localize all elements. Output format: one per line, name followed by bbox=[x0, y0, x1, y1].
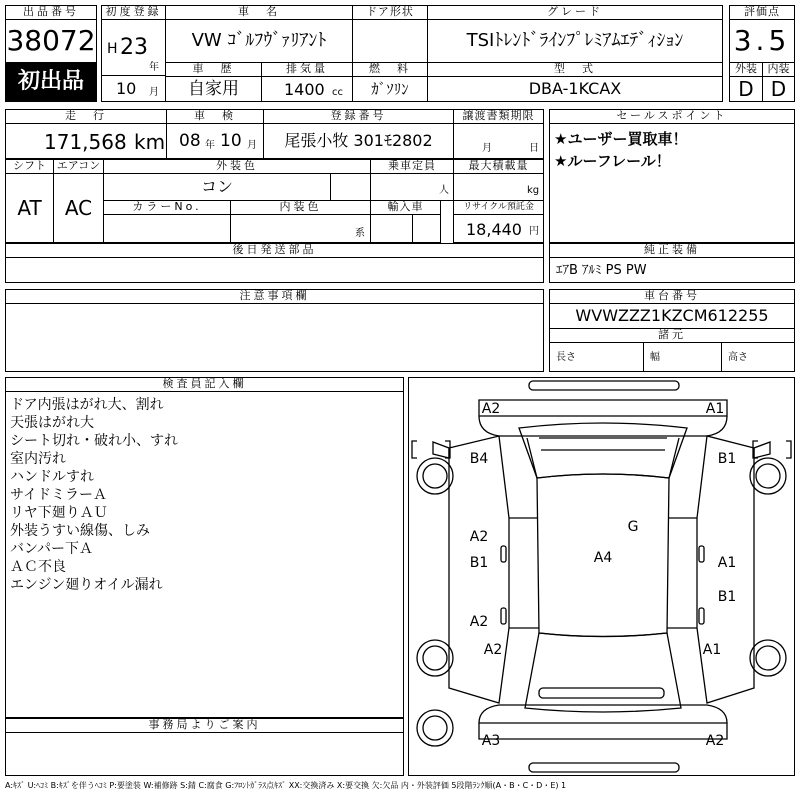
inspector-note: 外装うすい線傷、しみ bbox=[10, 523, 150, 539]
transfer-docs-label: 譲渡書類期限 bbox=[453, 109, 544, 124]
capacity-cell bbox=[370, 173, 454, 201]
interior-color-cell bbox=[230, 214, 371, 243]
first-registration-cell bbox=[101, 19, 166, 76]
transfer-docs-cell bbox=[453, 123, 544, 159]
inspector-notes bbox=[5, 391, 404, 718]
registration-month: 10 bbox=[116, 79, 137, 98]
registration-number: 尾張小牧 301ﾓ2802 bbox=[263, 123, 454, 159]
mark: G bbox=[627, 519, 639, 535]
import-cell bbox=[370, 214, 413, 243]
model-code-label: 型 式 bbox=[427, 62, 723, 77]
inspector-note: ハンドルすれ bbox=[10, 469, 94, 485]
equipment-label: 純正装備 bbox=[549, 243, 795, 258]
mileage: 171,568 bbox=[44, 130, 127, 154]
grade: TSIﾄﾚﾝﾄﾞﾗｲﾝﾌﾟﾚﾐｱﾑｴﾃﾞｨｼｮﾝ bbox=[427, 19, 723, 63]
legend: A:ｷｽﾞ U:ﾍｺﾐ B:ｷｽﾞを伴うﾍｺﾐ P:要塗装 W:補修跡 S:錆 C:腐食 G:ﾌﾛﾝﾄｶﾞﾗｽ点ｷｽﾞ XX:交換済み X:要交換 欠:欠品 内・外装評価 5段階ﾗﾝｸ順(A・B・C・D・E) 1 bbox=[5, 781, 567, 790]
recycle-label: リサイクル預託金 bbox=[453, 200, 544, 215]
office-notice bbox=[5, 732, 404, 776]
displacement: 1400 bbox=[284, 80, 325, 99]
exterior-grade: D bbox=[729, 76, 763, 102]
mark: B1 bbox=[717, 589, 737, 605]
inspection-month-unit: 月 bbox=[247, 140, 257, 151]
import-label: 輸入車 bbox=[370, 200, 441, 215]
mark: A3 bbox=[481, 733, 501, 749]
sales-point-item: ★ユーザー買取車！ bbox=[554, 130, 688, 148]
mileage-unit: km bbox=[134, 130, 166, 154]
mark: A2 bbox=[469, 529, 489, 545]
transfer-month-unit: 月 bbox=[482, 143, 492, 154]
dimensions-label: 諸元 bbox=[549, 328, 795, 343]
mark: A2 bbox=[469, 614, 489, 630]
car-outline bbox=[409, 378, 794, 775]
mark: B1 bbox=[717, 451, 737, 467]
displacement-label: 排気量 bbox=[261, 62, 353, 77]
mark: B1 bbox=[469, 555, 489, 571]
recycle-fee: 18,440 bbox=[466, 220, 522, 239]
parts-to-ship-label: 後日発送部品 bbox=[5, 243, 544, 258]
mark: A2 bbox=[481, 401, 501, 417]
width-cell: 幅 bbox=[643, 342, 722, 372]
notes-label: 注意事項欄 bbox=[5, 289, 544, 304]
inspection-label: 車 検 bbox=[166, 109, 264, 124]
damage-marks bbox=[470, 401, 737, 749]
sales-point-label: セールスポイント bbox=[549, 109, 795, 124]
mileage-label: 走 行 bbox=[5, 109, 167, 124]
mark: A2 bbox=[483, 642, 503, 658]
chassis-label: 車台番号 bbox=[549, 289, 795, 304]
chassis-number: WVWZZZ1KZCM612255 bbox=[549, 303, 795, 329]
office-notice-label: 事務局よりご案内 bbox=[5, 718, 404, 733]
mileage-cell bbox=[5, 123, 167, 159]
damage-diagram bbox=[408, 377, 795, 776]
shift: AT bbox=[5, 173, 54, 243]
mark: A1 bbox=[702, 642, 722, 658]
inspector-note: 室内汚れ bbox=[10, 451, 66, 467]
inspection-cell bbox=[166, 123, 264, 159]
import-cell-2 bbox=[412, 214, 441, 243]
shift-label: シフト bbox=[5, 159, 54, 174]
notes-area bbox=[5, 303, 544, 372]
equipment: ｴｱB ｱﾙﾐ PS PW bbox=[549, 257, 795, 283]
inspector-note: バンパー下Ａ bbox=[10, 541, 94, 557]
car-name: VW ｺﾞﾙﾌｳﾞｧﾘｱﾝﾄ bbox=[165, 19, 353, 63]
exterior-label: 外装 bbox=[729, 62, 763, 77]
sales-point-box bbox=[549, 123, 795, 243]
ac: AC bbox=[53, 173, 104, 243]
inspector-note: ドア内張はがれ大、割れ bbox=[10, 397, 164, 413]
max-load-label: 最大積載量 bbox=[453, 159, 544, 174]
color-number-label: カラーNo. bbox=[103, 200, 231, 215]
inspector-notes-label: 検査員記入欄 bbox=[5, 377, 404, 392]
length-cell: 長さ bbox=[549, 342, 644, 372]
parts-to-ship bbox=[5, 257, 544, 283]
max-load-unit: kg bbox=[527, 185, 540, 196]
year-unit: 年 bbox=[149, 62, 159, 73]
inspector-note: シート切れ・破れ小、すれ bbox=[10, 433, 178, 449]
inspector-note: リヤ下廻りＡＵ bbox=[10, 505, 108, 521]
mark: A1 bbox=[705, 401, 725, 417]
lot-number: 38072 bbox=[5, 19, 97, 63]
recycle-unit: 円 bbox=[529, 226, 539, 237]
era: H bbox=[107, 41, 118, 57]
grade-label: グレード bbox=[427, 5, 723, 20]
registration-label: 登録番号 bbox=[263, 109, 454, 124]
mark: A1 bbox=[717, 555, 737, 571]
fuel-label: 燃 料 bbox=[352, 62, 428, 77]
interior-color-label: 内装色 bbox=[230, 200, 371, 215]
max-load-cell bbox=[453, 173, 544, 201]
inspector-note: エンジン廻りオイル漏れ bbox=[10, 577, 163, 593]
exterior-color: コン bbox=[103, 173, 331, 201]
capacity-label: 乗車定員 bbox=[370, 159, 454, 174]
inspector-note: サイドミラーＡ bbox=[10, 487, 108, 503]
recycle-cell bbox=[453, 214, 544, 243]
interior-label: 内装 bbox=[762, 62, 795, 77]
transfer-day-unit: 日 bbox=[529, 143, 539, 154]
inspector-note: 天張はがれ大 bbox=[10, 415, 94, 431]
sales-point-item: ★ルーフレール！ bbox=[554, 152, 671, 170]
score-label: 評価点 bbox=[729, 5, 795, 20]
exterior-color-extra bbox=[330, 173, 371, 201]
color-number bbox=[103, 214, 231, 243]
inspection-year: 08 bbox=[179, 131, 201, 151]
exterior-color-label: 外装色 bbox=[103, 159, 371, 174]
ac-label: エアコン bbox=[53, 159, 104, 174]
door-type bbox=[352, 19, 428, 63]
displacement-unit: cc bbox=[332, 87, 343, 98]
interior-grade: D bbox=[762, 76, 795, 102]
registration-year: 23 bbox=[120, 35, 148, 60]
displacement-cell bbox=[261, 76, 353, 102]
first-registration-label: 初度登録 bbox=[101, 5, 166, 20]
height-cell: 高さ bbox=[721, 342, 795, 372]
interior-color-unit: 系 bbox=[355, 228, 365, 239]
fuel: ｶﾞｿﾘﾝ bbox=[352, 76, 428, 102]
history: 自家用 bbox=[165, 76, 262, 102]
lot-number-label: 出品番号 bbox=[5, 5, 97, 20]
month-unit: 月 bbox=[149, 87, 159, 98]
inspector-note: ＡＣ不良 bbox=[10, 559, 66, 575]
car-name-label: 車 名 bbox=[165, 5, 353, 20]
mark: A4 bbox=[593, 550, 613, 566]
model-code: DBA-1KCAX bbox=[427, 76, 723, 102]
score: 3.5 bbox=[729, 19, 795, 63]
inspection-year-unit: 年 bbox=[205, 140, 215, 151]
door-type-label: ドア形状 bbox=[352, 5, 428, 20]
first-registration-month-cell bbox=[101, 75, 166, 102]
history-label: 車 歴 bbox=[165, 62, 262, 77]
inspection-month: 10 bbox=[220, 131, 242, 151]
capacity-unit: 人 bbox=[439, 185, 449, 196]
mark: A2 bbox=[705, 733, 725, 749]
mark: B4 bbox=[469, 451, 489, 467]
inspector-notes-list bbox=[10, 396, 178, 594]
first-listing-badge: 初出品 bbox=[5, 62, 97, 102]
